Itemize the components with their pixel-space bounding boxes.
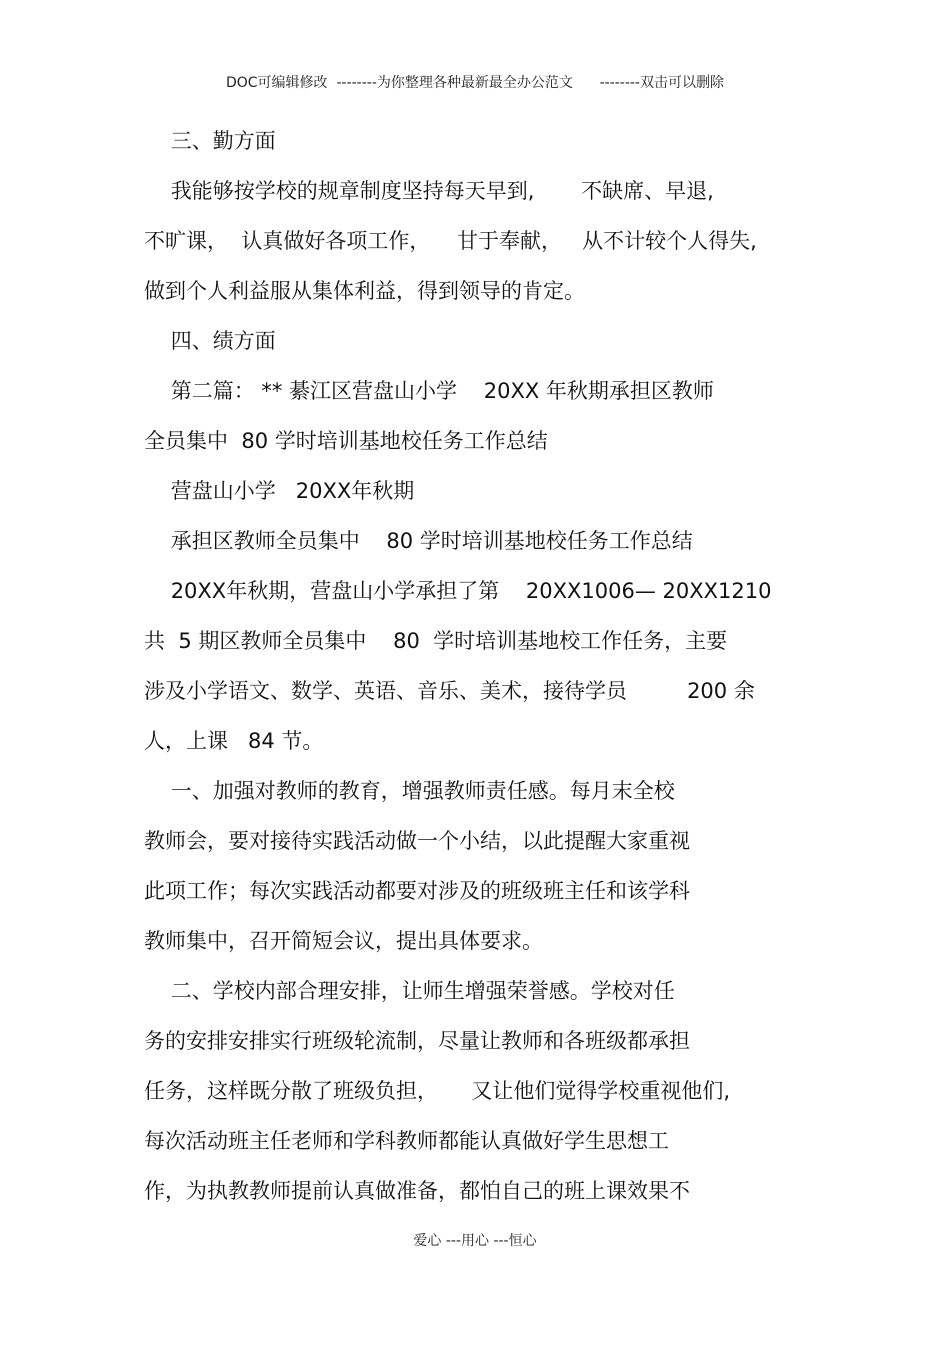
text-line: 承担区教师全员集中 80 学时培训基地校任务工作总结 xyxy=(144,529,693,553)
text-line: 作，为执教教师提前认真做准备，都怕自己的班上课效果不 xyxy=(144,1179,690,1203)
text-line: 我能够按学校的规章制度坚持每天早到, 不缺席、早退, xyxy=(144,179,714,203)
text-line: 每次活动班主任老师和学科教师都能认真做好学生思想工 xyxy=(144,1129,669,1153)
text-line: 营盘山小学 20XX年秋期 xyxy=(144,479,415,503)
text-line: 务的安排安排实行班级轮流制，尽量让教师和各班级都承担 xyxy=(144,1029,690,1053)
page-footer: 爱心 ---用心 ---恒心 xyxy=(413,1233,537,1249)
text-line: 教师集中，召开简短会议，提出具体要求。 xyxy=(144,929,543,953)
text-line: 教师会，要对接待实践活动做一个小结，以此提醒大家重视 xyxy=(144,829,690,853)
text-line: 20XX年秋期，营盘山小学承担了第 20XX1006— 20XX1210 xyxy=(144,579,772,603)
text-line: 四、绩方面 xyxy=(144,329,276,353)
text-line: 人，上课 84 节。 xyxy=(144,729,324,753)
text-line: 第二篇： ** 綦江区营盘山小学 20XX 年秋期承担区教师 xyxy=(144,379,714,403)
document-body xyxy=(144,121,824,1221)
text-line: 此项工作；每次实践活动都要对涉及的班级班主任和该学科 xyxy=(144,879,690,903)
text-line: 做到个人利益服从集体利益，得到领导的肯定。 xyxy=(144,279,585,303)
text-line: 任务，这样既分散了班级负担， 又让他们觉得学校重视他们, xyxy=(144,1079,731,1103)
text-line: 涉及小学语文、数学、英语、音乐、美术，接待学员 200 余 xyxy=(144,679,755,703)
text-line: 不旷课， 认真做好各项工作， 甘于奉献， 从不计较个人得失, xyxy=(144,229,757,253)
text-line: 三、勤方面 xyxy=(144,129,276,153)
text-line: 共 5 期区教师全员集中 80 学时培训基地校工作任务，主要 xyxy=(144,629,728,653)
page-header: DOC可编辑修改 --------为你整理各种最新最全办公范文 --------双击可以删除 xyxy=(225,75,724,91)
text-line: 全员集中 80 学时培训基地校任务工作总结 xyxy=(144,429,548,453)
text-line: 一、加强对教师的教育，增强教师责任感。每月末全校 xyxy=(144,779,675,803)
text-line: 二、学校内部合理安排，让师生增强荣誉感。学校对任 xyxy=(144,979,675,1003)
